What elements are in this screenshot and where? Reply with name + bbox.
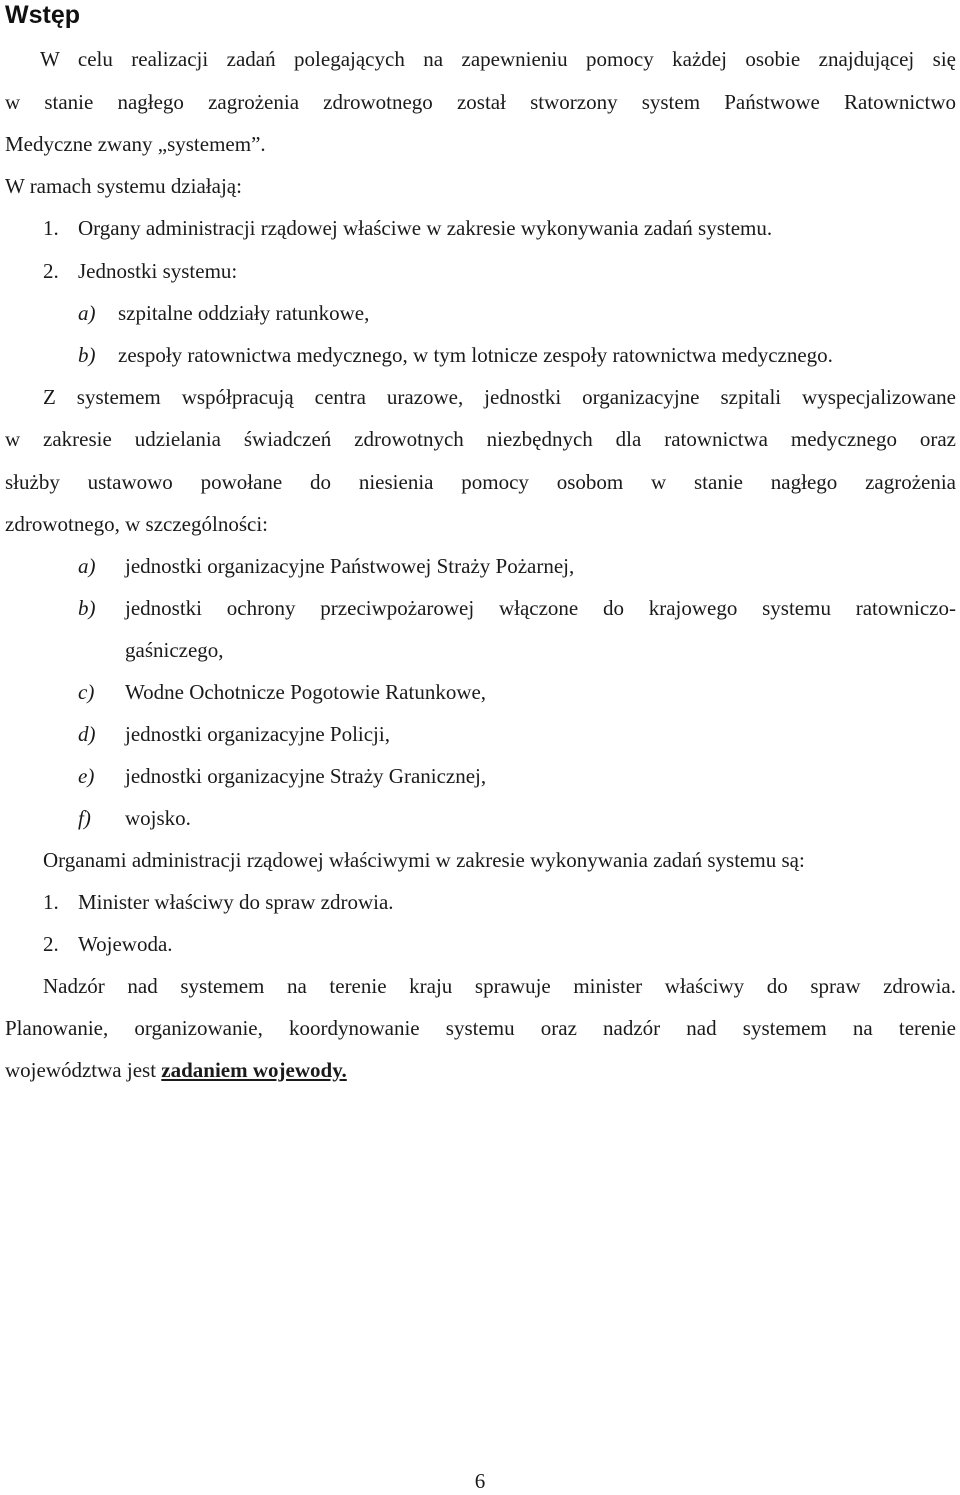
sublist2-marker-a: a) — [78, 554, 96, 578]
sublist2-marker-d: d) — [78, 722, 96, 746]
sublist1-item-a: szpitalne oddziały ratunkowe, — [118, 301, 370, 325]
para4-line-2: Planowanie, organizowanie, koordynowanie systemu oraz nadzór nad systemem na terenie — [5, 1016, 956, 1040]
sublist1-marker-a: a) — [78, 301, 96, 325]
sublist2-item-b: jednostki ochrony przeciwpożarowej włączone do krajowego systemu ratowniczo- — [125, 596, 956, 620]
section-heading: Wstęp — [5, 1, 80, 29]
sublist1-item-b: zespoły ratownictwa medycznego, w tym lotnicze zespoły ratownictwa medycznego. — [118, 343, 833, 367]
sublist1-marker-b: b) — [78, 343, 96, 367]
para2-line-3: służby ustawowo powołane do niesienia pomocy osobom w stanie nagłego zagrożenia — [5, 470, 956, 494]
list2-item-2: Wojewoda. — [78, 932, 173, 956]
para4-line-3-text: województwa jest — [5, 1058, 162, 1082]
list1-item-2: Jednostki systemu: — [78, 259, 238, 283]
sublist2-item-b-continuation: gaśniczego, — [125, 638, 224, 662]
list1-marker-1: 1. — [43, 216, 59, 240]
emphasized-phrase: zadaniem wojewody. — [161, 1058, 347, 1082]
sublist2-item-e: jednostki organizacyjne Straży Granicznej, — [125, 764, 487, 788]
list2-item-1: Minister właściwy do spraw zdrowia. — [78, 890, 394, 914]
sublist2-marker-f: f) — [78, 806, 91, 830]
intro-line-3: Medyczne zwany „systemem”. — [5, 132, 266, 156]
sublist2-item-c: Wodne Ochotnicze Pogotowie Ratunkowe, — [125, 680, 487, 704]
para2-line-1: Z systemem współpracują centra urazowe, jednostki organizacyjne szpitali wyspecjalizowane — [43, 385, 956, 409]
list1-item-1: Organy administracji rządowej właściwe w zakresie wykonywania zadań systemu. — [78, 216, 773, 240]
para4-line-3 — [5, 1056, 956, 1084]
sublist2-item-f: wojsko. — [125, 806, 191, 830]
list2-marker-2: 2. — [43, 932, 59, 956]
sublist2-marker-b: b) — [78, 596, 96, 620]
intro-line-1: W celu realizacji zadań polegających na zapewnieniu pomocy każdej osobie znajdującej się — [40, 47, 956, 71]
sublist2-item-d: jednostki organizacyjne Policji, — [125, 722, 390, 746]
intro-line-2: w stanie nagłego zagrożenia zdrowotnego został stworzony system Państwowe Ratownictwo — [5, 90, 956, 114]
sublist2-marker-c: c) — [78, 680, 95, 704]
para3: Organami administracji rządowej właściwymi w zakresie wykonywania zadań systemu są: — [43, 848, 805, 872]
list2-marker-1: 1. — [43, 890, 59, 914]
para2-line-2: w zakresie udzielania świadczeń zdrowotnych niezbędnych dla ratownictwa medycznego oraz — [5, 427, 956, 451]
intro-line-4: W ramach systemu działają: — [5, 174, 242, 198]
sublist2-marker-e: e) — [78, 764, 95, 788]
para4-line-1: Nadzór nad systemem na terenie kraju sprawuje minister właściwy do spraw zdrowia. — [43, 974, 956, 998]
page-number: 6 — [474, 1469, 486, 1493]
para2-line-4: zdrowotnego, w szczególności: — [5, 512, 269, 536]
sublist2-item-a: jednostki organizacyjne Państwowej Straży Pożarnej, — [125, 554, 575, 578]
list1-marker-2: 2. — [43, 259, 59, 283]
